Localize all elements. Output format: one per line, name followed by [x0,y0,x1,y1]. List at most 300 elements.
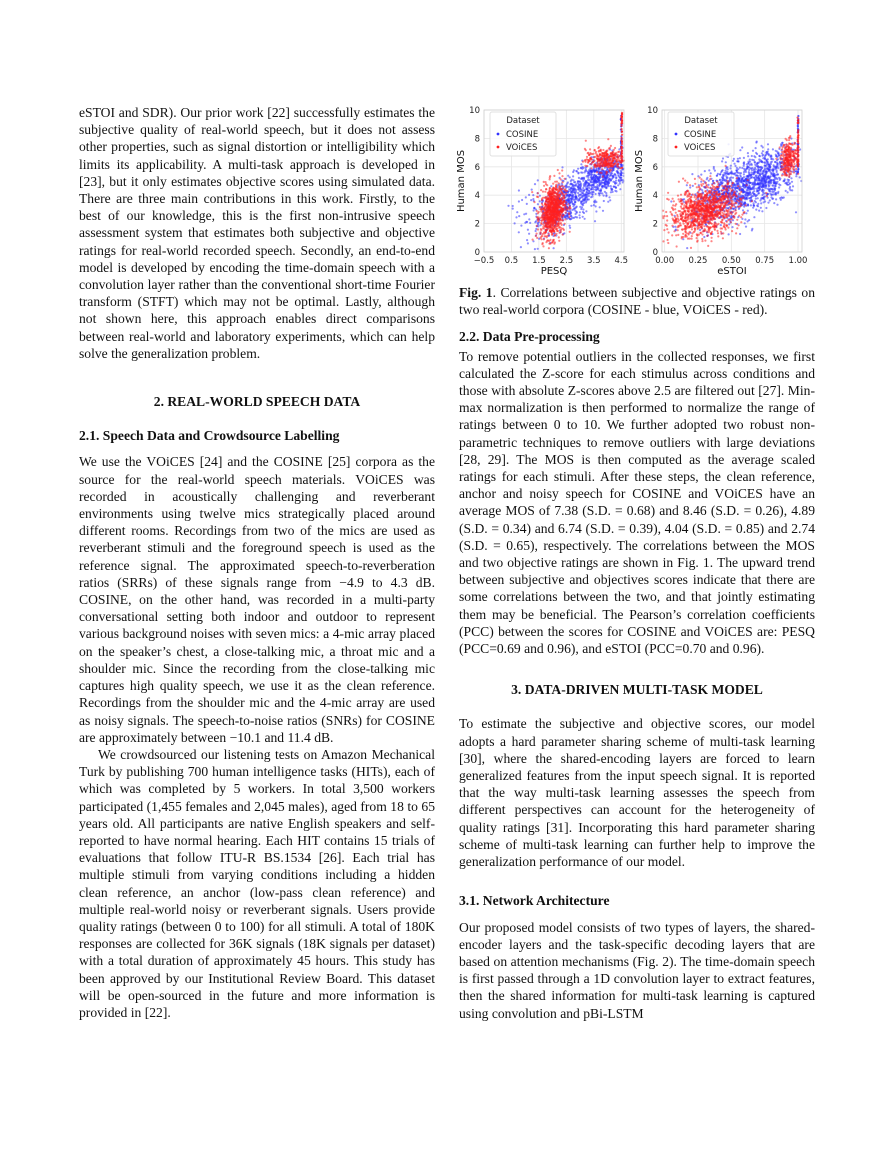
data-point [514,222,516,224]
data-point [799,176,801,178]
data-point [701,240,703,242]
data-point [542,216,544,218]
data-point [674,219,676,221]
data-point [733,203,735,205]
data-point [698,186,700,188]
data-point [691,173,693,175]
data-point [577,200,579,202]
data-point [559,214,561,216]
data-point [598,155,600,157]
data-point [765,207,767,209]
x-tick-label: 0.75 [755,256,775,266]
data-point [701,185,703,187]
data-point [762,184,764,186]
data-point [730,190,732,192]
data-point [588,160,590,162]
data-point [701,233,703,235]
data-point [592,183,594,185]
data-point [701,189,703,191]
data-point [610,191,612,193]
data-point [565,193,567,195]
data-point [595,205,597,207]
data-point [734,191,736,193]
data-point [605,171,607,173]
data-point [573,191,575,193]
data-point [705,213,707,215]
data-point [689,218,691,220]
data-point [762,146,764,148]
data-point [756,163,758,165]
data-point [595,152,597,154]
data-point [557,169,559,171]
data-point [715,192,717,194]
data-point [541,235,543,237]
data-point [553,230,555,232]
data-point [760,166,762,168]
data-point [706,196,708,198]
data-point [732,160,734,162]
data-point [760,184,762,186]
data-point [554,234,556,236]
data-point [687,232,689,234]
data-point [765,187,767,189]
data-point [567,203,569,205]
data-point [620,179,622,181]
data-point [620,153,622,155]
y-tick-label: 4 [474,191,480,202]
data-point [605,195,607,197]
data-point [574,201,576,203]
data-point [680,194,682,196]
data-point [541,198,543,200]
data-point [539,208,541,210]
data-point [730,165,732,167]
data-point [757,197,759,199]
data-point [719,213,721,215]
data-point [693,213,695,215]
data-point [690,247,692,249]
data-point [716,201,718,203]
data-point [765,159,767,161]
data-point [612,181,614,183]
data-point [558,240,560,242]
data-point [766,153,768,155]
data-point [582,187,584,189]
section-2-title: 2. REAL-WORLD SPEECH DATA [153,394,361,410]
data-point [687,194,689,196]
data-point [602,149,604,151]
data-point [747,210,749,212]
data-point [665,211,667,213]
data-point [588,175,590,177]
data-point [613,186,615,188]
data-point [749,185,751,187]
data-point [689,186,691,188]
data-point [535,235,537,237]
data-point [751,195,753,197]
data-point [607,153,609,155]
data-point [682,216,684,218]
data-point [696,186,698,188]
data-point [608,181,610,183]
data-point [726,190,728,192]
data-point [682,213,684,215]
data-point [561,175,563,177]
data-point [559,210,561,212]
data-point [738,200,740,202]
data-point [615,187,617,189]
data-point [690,196,692,198]
data-point [609,199,611,201]
data-point [797,125,799,127]
data-point [706,225,708,227]
data-point [728,173,730,175]
data-point [751,229,753,231]
data-point [586,198,588,200]
data-point [544,191,546,193]
data-point [745,226,747,228]
data-point [708,231,710,233]
data-point [601,155,603,157]
data-point [664,215,666,217]
data-point [733,200,735,202]
data-point [711,231,713,233]
data-point [588,190,590,192]
data-point [776,181,778,183]
data-point [704,240,706,242]
scatter-plot-pesq [456,106,628,277]
data-point [682,233,684,235]
data-point [611,152,613,154]
data-point [775,154,777,156]
data-point [717,173,719,175]
data-point [573,169,575,171]
data-point [696,237,698,239]
data-point [747,152,749,154]
data-point [694,183,696,185]
data-point [546,184,548,186]
data-point [680,206,682,208]
data-point [745,191,747,193]
snr-min-value: −10.1 [229,729,262,745]
data-point [686,203,688,205]
data-point [680,215,682,217]
srr-max-value: 4.3 [390,574,408,590]
data-point [547,198,549,200]
data-point [787,179,789,181]
data-point [752,187,754,189]
data-point [603,162,605,164]
data-point [587,177,589,179]
y-tick-label: 10 [647,106,658,116]
data-point [593,149,595,151]
data-point [512,205,514,207]
data-point [723,178,725,180]
data-point [706,207,708,209]
data-point [617,156,619,158]
data-point [743,157,745,159]
data-point [545,181,547,183]
data-point [746,184,748,186]
data-point [537,248,539,250]
data-point [545,230,547,232]
data-point [699,221,701,223]
data-point [772,171,774,173]
data-point [549,199,551,201]
data-point [681,228,683,230]
data-point [757,176,759,178]
data-point [703,197,705,199]
data-point [546,236,548,238]
data-point [540,223,542,225]
data-point [544,215,546,217]
data-point [621,146,623,148]
paragraph-2-1-b: We crowdsourced our listening tests on Amazon Mechanical Turk by publishing 700 human intelligence tasks (HITs), each of which was completed by 5 workers. In total 3,500 workers participated (1,455 females and 2,045 males), aged from 18 to 65 years old. All participants are native English speakers and self-reported to have normal hearing. Each HIT contains 15 trials of evaluations that follow ITU-R BS.1534 [26]. Each trial has multiple stimuli from varying conditions including a hidden clean reference, an anchor (low-pass clean reference) and multiple real-world noisy or reverberant signals. Users provide quality ratings (between 0 to 100) for all stimuli. A total of 180K responses are collected for 36K signals (18K signals per dataset) with a total duration of approximately 45 hours. This study has been approved by our Institutional Review Board. This dataset will be open-sourced in the future and more information is provided in [22]. [79,746,435,1020]
data-point [789,188,791,190]
data-point [708,192,710,194]
data-point [540,217,542,219]
data-point [742,183,744,185]
data-point [722,237,724,239]
data-point [726,215,728,217]
data-point [536,225,538,227]
data-point [770,158,772,160]
data-point [692,223,694,225]
y-tick-label: 0 [652,248,658,258]
data-point [549,219,551,221]
data-point [533,209,535,211]
data-point [559,186,561,188]
paragraph-2-1-a: We use the VOiCES [24] and the COSINE [25] corpora as the source for the real-world speech materials. VOiCES was recorded in acoustically challenging and reverberant environments using twelve mics strategically placed around different rooms. Recordings from two of the mics are used as reverberant stimuli and the foreground speech is used as the reference signal. The approximated speech-to-reverberation ratios (SRRs) of these signals range from −4.9 to 4.3 dB. COSINE, on the other hand, was recorded in a multi-party conversational setting both indoor and outdoor to represent various background noises with seven mics: a 4-mic array placed on the speaker’s chest, a close-talking mic, a throat mic and a shoulder mic. Since the recording from the close-talking mic captures high quality speech, we use it as the clean reference. Recordings from the shoulder mic and the 4-mic array are used as noisy signals. The speech-to-noise ratios (SNRs) for COSINE are approximately between −10.1 and 11.4 dB. [79,454,435,745]
data-point [680,218,682,220]
data-point [719,173,721,175]
data-point [540,229,542,231]
data-point [680,200,682,202]
data-point [610,165,612,167]
data-point [532,198,534,200]
data-point [574,181,576,183]
data-point [791,181,793,183]
data-point [753,177,755,179]
x-tick-label: 3.5 [587,256,601,266]
data-point [526,221,528,223]
data-point [730,199,732,201]
data-point [723,225,725,227]
data-point [684,180,686,182]
data-point [767,177,769,179]
data-point [780,143,782,145]
data-point [745,204,747,206]
data-point [520,246,522,248]
data-point [541,203,543,205]
data-point [571,190,573,192]
data-point [549,187,551,189]
data-point [755,209,757,211]
data-point [591,171,593,173]
data-point [757,193,759,195]
data-point [736,227,738,229]
data-point [548,233,550,235]
data-point [558,236,560,238]
data-point [753,202,755,204]
data-point [729,177,731,179]
data-point [702,183,704,185]
data-point [662,240,664,242]
data-point [666,215,668,217]
data-point [615,176,617,178]
data-point [721,160,723,162]
data-point [559,194,561,196]
data-point [560,188,562,190]
data-point [580,163,582,165]
data-point [584,171,586,173]
data-point [698,224,700,226]
data-point [775,192,777,194]
data-point [584,218,586,220]
data-point [778,186,780,188]
data-point [555,201,557,203]
data-point [718,216,720,218]
data-point [567,208,569,210]
data-point [543,207,545,209]
data-point [535,220,537,222]
data-point [576,211,578,213]
data-point [727,227,729,229]
data-point [671,225,673,227]
data-point [621,134,623,136]
data-point [604,183,606,185]
data-point [596,176,598,178]
data-point [619,183,621,185]
data-point [730,213,732,215]
data-point [591,193,593,195]
data-point [731,203,733,205]
data-point [725,195,727,197]
data-point [703,221,705,223]
data-point [551,227,553,229]
data-point [548,247,550,249]
data-point [712,225,714,227]
data-point [685,231,687,233]
data-point [732,177,734,179]
data-point [561,169,563,171]
data-point [683,204,685,206]
data-point [558,206,560,208]
data-point [678,219,680,221]
data-point [561,216,563,218]
data-point [581,206,583,208]
data-point [518,189,520,191]
data-point [536,237,538,239]
data-point [565,212,567,214]
data-point [747,220,749,222]
data-point [754,167,756,169]
data-point [774,161,776,163]
data-point [544,203,546,205]
data-point [703,208,705,210]
data-point [711,237,713,239]
data-point [700,226,702,228]
data-point [546,207,548,209]
data-point [724,217,726,219]
right-column [456,104,815,1022]
data-point [545,205,547,207]
data-point [562,205,564,207]
data-point [549,178,551,180]
data-point [546,196,548,198]
data-point [787,191,789,193]
data-point [753,159,755,161]
data-point [686,184,688,186]
data-point [696,192,698,194]
data-point [580,184,582,186]
data-point [598,163,600,165]
data-point [700,174,702,176]
data-point [776,171,778,173]
data-point [581,192,583,194]
legend-marker [497,146,500,149]
data-point [586,187,588,189]
data-point [705,200,707,202]
data-point [564,223,566,225]
data-point [585,191,587,193]
y-tick-label: 2 [474,219,480,230]
data-point [726,171,728,173]
data-point [579,211,581,213]
data-point [561,224,563,226]
data-point [743,173,745,175]
data-point [621,149,623,151]
data-point [558,190,560,192]
data-point [665,224,667,226]
data-point [679,224,681,226]
data-point [543,231,545,233]
data-point [537,179,539,181]
data-point [673,230,675,232]
data-point [756,141,758,143]
data-point [714,215,716,217]
data-point [565,201,567,203]
data-point [725,186,727,188]
data-point [620,177,622,179]
data-point [604,177,606,179]
data-point [795,175,797,177]
data-point [594,220,596,222]
data-point [551,230,553,232]
data-point [553,175,555,177]
data-point [708,169,710,171]
data-point [570,197,572,199]
data-point [722,219,724,221]
data-point [607,201,609,203]
data-point [582,216,584,218]
data-point [714,170,716,172]
data-point [710,240,712,242]
data-point [740,181,742,183]
data-point [726,221,728,223]
data-point [619,167,621,169]
data-point [575,189,577,191]
data-point [549,225,551,227]
data-point [571,195,573,197]
data-point [775,166,777,168]
data-point [701,212,703,214]
data-point [686,247,688,249]
data-point [607,168,609,170]
data-point [561,193,563,195]
data-point [763,201,765,203]
data-point [687,227,689,229]
